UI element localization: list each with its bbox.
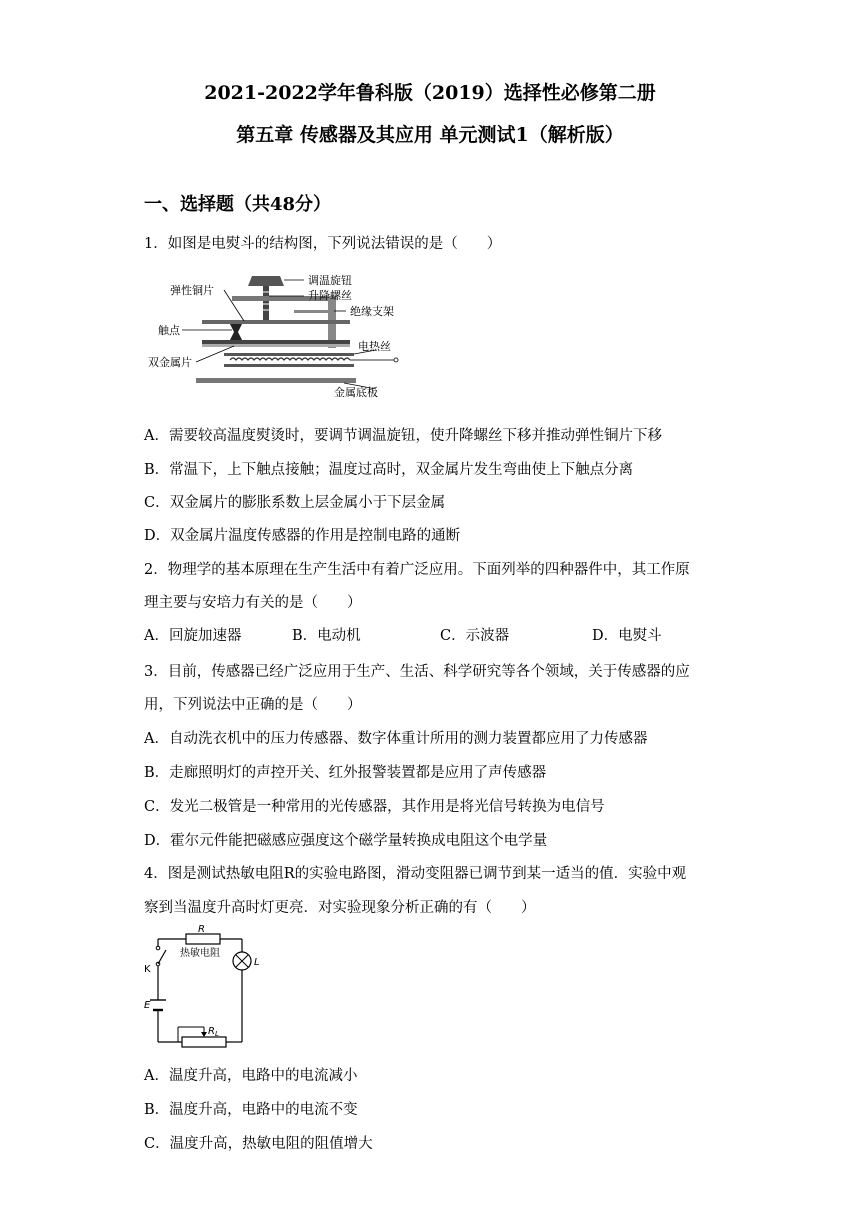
- q2-stem-line2: 理主要与安培力有关的是（ ）: [144, 595, 362, 611]
- q4-option-c: C．温度升高，热敏电阻的阻值增大: [144, 1136, 373, 1152]
- q3-option-c: C．发光二极管是一种常用的光传感器，其作用是将光信号转换为电信号: [144, 799, 605, 815]
- q1-option-d: D．双金属片温度传感器的作用是控制电路的通断: [144, 528, 461, 544]
- q2-stem-line1: 2．物理学的基本原理在生产生活中有着广泛应用。下面列举的四种器件中，其工作原: [144, 562, 690, 578]
- iron-structure-figure: [144, 266, 420, 402]
- q1-stem: 1．如图是电熨斗的结构图，下列说法错误的是（ ）: [144, 236, 502, 252]
- label-base: 金属底板: [334, 386, 378, 399]
- title-line1: 2021-2022学年鲁科版（2019）选择性必修第二册: [204, 82, 656, 104]
- knob-shape: [248, 276, 284, 286]
- q3-option-d: D．霍尔元件能把磁感应强度这个磁学量转换成电阻这个电学量: [144, 833, 548, 849]
- q1-option-a: A．需要较高温度熨烫时，要调节调温旋钮，使升降螺丝下移并推动弹性铜片下移: [144, 428, 662, 444]
- q3-stem-line2: 用，下列说法中正确的是（ ）: [144, 697, 362, 713]
- heating-wire-shape: [230, 358, 350, 360]
- label-contact: 触点: [158, 324, 180, 337]
- base-shape: [196, 378, 356, 383]
- rheostat-shape: [182, 1037, 226, 1047]
- title-line2: 第五章 传感器及其应用 单元测试1（解析版）: [236, 124, 624, 146]
- label-screw: 升降螺丝: [308, 289, 352, 302]
- q4-stem-line2: 察到当温度升高时灯更亮．对实验现象分析正确的有（ ）: [144, 900, 536, 916]
- label-rl: $R_L$: [208, 1026, 219, 1038]
- label-l: L: [254, 957, 260, 968]
- q4-option-b: B．温度升高，电路中的电流不变: [144, 1102, 358, 1118]
- q2-option-a: A．回旋加速器: [144, 628, 242, 644]
- q3-stem-line1: 3．目前，传感器已经广泛应用于生产、生活、科学研究等各个领域，关于传感器的应: [144, 664, 690, 680]
- switch-shape: [158, 950, 166, 964]
- q2-option-d: D．电熨斗: [592, 628, 662, 644]
- thermistor-circuit-figure: [142, 924, 272, 1056]
- label-wire: 电热丝: [358, 340, 391, 353]
- q1-option-c: C．双金属片的膨胀系数上层金属小于下层金属: [144, 495, 446, 511]
- label-thermistor: 热敏电阻: [180, 948, 220, 959]
- thermistor-shape: [186, 934, 220, 944]
- q2-option-c: C．示波器: [440, 628, 510, 644]
- section-heading: 一、选择题（共48分）: [144, 194, 332, 215]
- label-bimetal: 双金属片: [148, 356, 192, 369]
- q1-option-b: B．常温下，上下触点接触；温度过高时，双金属片发生弯曲使上下触点分离: [144, 462, 634, 478]
- label-knob: 调温旋钮: [308, 274, 352, 287]
- q4-option-a: A．温度升高，电路中的电流减小: [144, 1068, 358, 1084]
- label-e: E: [144, 1000, 151, 1011]
- q4-stem-line1: 4．图是测试热敏电阻R的实验电路图，滑动变阻器已调节到某一适当的值．实验中观: [144, 866, 687, 882]
- label-bracket: 绝缘支架: [350, 305, 394, 318]
- bimetal-shape: [202, 340, 350, 344]
- q2-option-b: B．电动机: [292, 628, 361, 644]
- label-r: R: [198, 924, 205, 935]
- q3-option-a: A．自动洗衣机中的压力传感器、数字体重计所用的测力装置都应用了力传感器: [144, 731, 648, 747]
- screw-shape: [263, 286, 269, 320]
- label-copper: 弹性铜片: [170, 284, 214, 297]
- label-k: K: [144, 964, 151, 975]
- contact-shape: [230, 324, 242, 340]
- copper-strip-shape: [202, 320, 350, 324]
- q3-option-b: B．走廊照明灯的声控开关、红外报警装置都是应用了声传感器: [144, 765, 547, 781]
